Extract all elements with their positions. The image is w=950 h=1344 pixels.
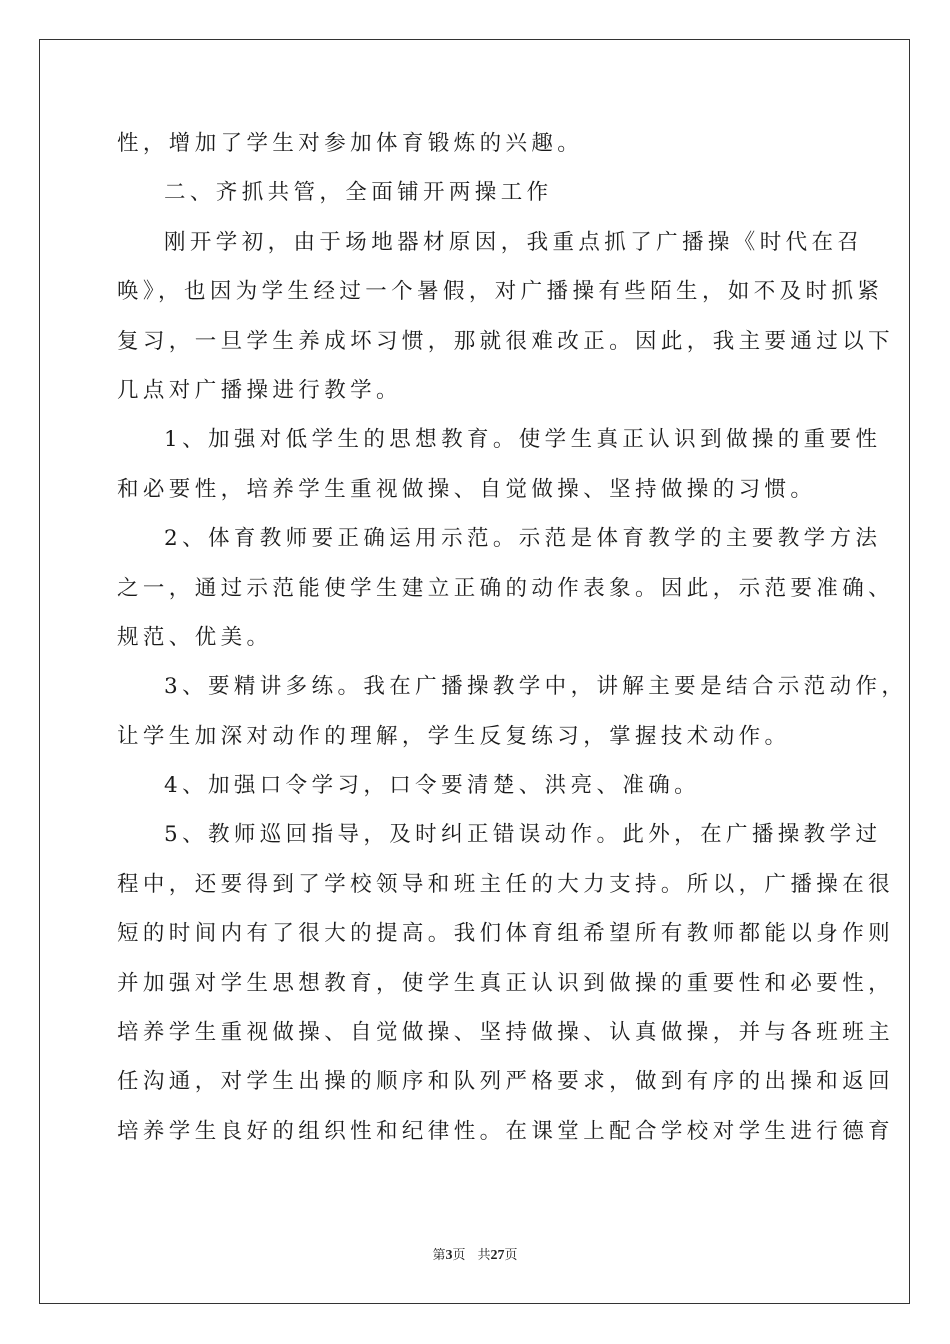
text-line: 规范、优美。 (117, 624, 273, 650)
text-line: 4、加强口令学习，口令要清楚、洪亮、准确。 (164, 773, 701, 799)
text-line: 和必要性，培养学生重视做操、自觉做操、坚持做操的习惯。 (117, 476, 817, 502)
page-prefix: 第 (432, 1248, 446, 1263)
text-line: 任沟通，对学生出操的顺序和队列严格要求，做到有序的出操和返回 (117, 1069, 895, 1095)
text-line: 3、要精讲多练。我在广播操教学中，讲解主要是结合示范动作， (164, 674, 908, 700)
text-line: 1、加强对低学生的思想教育。使学生真正认识到做操的重要性 (164, 427, 882, 453)
text-line: 2、体育教师要正确运用示范。示范是体育教学的主要教学方法 (164, 526, 882, 552)
text-line: 并加强对学生思想教育，使学生真正认识到做操的重要性和必要性， (117, 970, 895, 996)
page-footer (0, 1247, 950, 1265)
text-line: 程中，还要得到了学校领导和班主任的大力支持。所以，广播操在很 (117, 871, 895, 897)
text-line: 性，增加了学生对参加体育锻炼的兴趣。 (117, 131, 584, 156)
text-line: 之一，通过示范能使学生建立正确的动作表象。因此，示范要准确、 (117, 575, 895, 601)
text-line: 培养学生良好的组织性和纪律性。在课堂上配合学校对学生进行德育 (117, 1118, 895, 1144)
page-suffix: 页 (452, 1248, 466, 1263)
page-number: 3 (445, 1248, 453, 1263)
text-line: 二、齐抓共管，全面铺开两操工作 (164, 180, 553, 206)
text-line: 让学生加深对动作的理解，学生反复练习，掌握技术动作。 (117, 723, 791, 749)
text-line: 几点对广播操进行教学。 (117, 377, 402, 403)
document-body (117, 127, 908, 1164)
text-line: 培养学生重视做操、自觉做操、坚持做操、认真做操，并与各班班主 (117, 1020, 895, 1046)
text-line: 短的时间内有了很大的提高。我们体育组希望所有教师都能以身作则 (117, 921, 895, 947)
text-line: 刚开学初，由于场地器材原因，我重点抓了广播操《时代在召 (164, 229, 864, 255)
text-line: 复习，一旦学生养成坏习惯，那就很难改正。因此，我主要通过以下 (117, 328, 895, 354)
text-line: 唤》，也因为学生经过一个暑假，对广播操有些陌生，如不及时抓紧 (117, 279, 884, 305)
total-pages: 27 (490, 1248, 505, 1263)
text-line: 5、教师巡回指导，及时纠正错误动作。此外，在广播操教学过 (164, 822, 882, 848)
total-suffix: 页 (504, 1248, 518, 1263)
total-prefix: 共 (477, 1248, 491, 1263)
